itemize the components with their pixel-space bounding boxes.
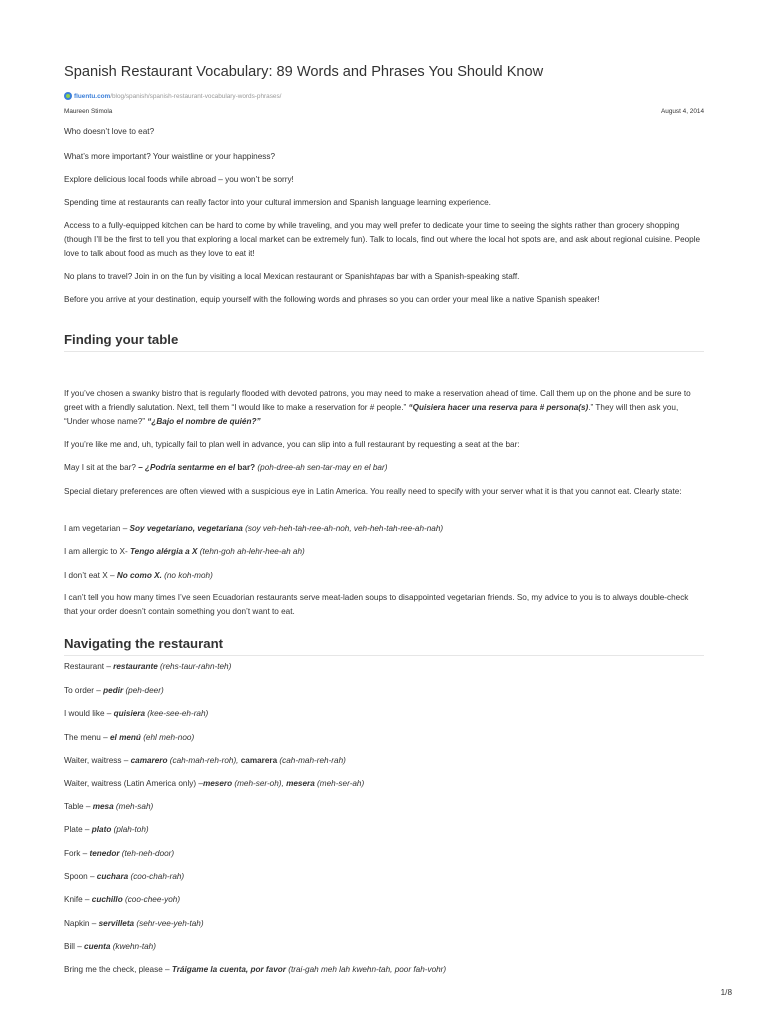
vocab-item: Napkin – servilleta (sehr-vee-yeh-tah): [64, 919, 204, 928]
phrase-sit-at-bar: May I sit at the bar? – ¿Podría sentarme en el bar? (poh-dree-ah sen-tar-may en el bar): [64, 463, 388, 472]
page-title: Spanish Restaurant Vocabulary: 89 Words and Phrases You Should Know: [64, 64, 544, 80]
vocab-item: Plate – plato (plah-toh): [64, 825, 149, 834]
intro-paragraph-2: What’s more important? Your waistline or your happiness?: [64, 152, 276, 161]
vocab-item: Bring me the check, please – Tráigame la cuenta, por favor (trai-gah meh lah kwehn-tah, poor fah-vohr): [64, 965, 447, 974]
section-heading-navigating: Navigating the restaurant: [64, 636, 704, 656]
vocab-item-waiter-latam: Waiter, waitress (Latin America only) –mesero (meh-ser-oh), mesera (meh-ser-ah): [64, 779, 365, 788]
phrase-allergic: I am allergic to X- Tengo alérgia a X (tehn-goh ah-lehr-hee-ah ah): [64, 547, 305, 556]
intro-paragraph-5: Access to a fully-equipped kitchen can be hard to come by while traveling, and you may well prefer to dedicate your time to seeing the sights rather than grocery shopping (though I’ll be the first to tell you that exploring a local market can be extremely fun). Talk to locals, find out where the local hot spots are, and ask about regional cuisine. People love to talk about food as much as they love to eat it!: [64, 221, 701, 258]
finding-paragraph-4: Special dietary preferences are often viewed with a suspicious eye in Latin America. You really need to specify with your server what it is that you cannot eat. Clearly state:: [64, 487, 682, 496]
publish-date: August 4, 2014: [661, 108, 704, 115]
vocab-item: To order – pedir (peh-deer): [64, 686, 164, 695]
vocab-item: Restaurant – restaurante (rehs-taur-rahn-teh): [64, 662, 232, 671]
author: Maureen Stimola: [64, 108, 113, 115]
url-path: /blog/spanish/spanish-restaurant-vocabulary-words-phrases/: [110, 92, 282, 100]
finding-paragraph-1: If you’ve chosen a swanky bistro that is regularly flooded with devoted patrons, you may need to make a reservation ahead of time. Call them up on the phone and be sure to greet with a friendly salutation. Next, tell them “I would like to make a reservation for # people.” “Quisiera hacer una reserva para # persona(s).” They will then ask you, “Under whose name?” “¿Bajo el nombre de quién?”: [64, 389, 691, 426]
vocab-item: I would like – quisiera (kee-see-eh-rah): [64, 709, 209, 718]
phrase-dont-eat: I don’t eat X – No como X. (no koh-moh): [64, 571, 213, 580]
intro-paragraph-7: Before you arrive at your destination, equip yourself with the following words and phrases so you can order your meal like a native Spanish speaker!: [64, 295, 600, 304]
article-meta: [64, 108, 704, 115]
vocab-item: Bill – cuenta (kwehn-tah): [64, 942, 156, 951]
intro-paragraph-4: Spending time at restaurants can really factor into your cultural immersion and Spanish language learning experience.: [64, 198, 491, 207]
intro-paragraph-6: No plans to travel? Join in on the fun by visiting a local Mexican restaurant or Spanishtapas bar with a Spanish-speaking staff.: [64, 272, 520, 281]
intro-paragraph-3: Explore delicious local foods while abroad – you won’t be sorry!: [64, 175, 294, 184]
section-heading-finding: Finding your table: [64, 332, 704, 352]
vocab-item-waiter: Waiter, waitress – camarero (cah-mah-reh-roh), camarera (cah-mah-reh-rah): [64, 756, 346, 765]
intro-paragraph-1: Who doesn’t love to eat?: [64, 127, 155, 136]
phrase-vegetarian: I am vegetarian – Soy vegetariano, vegetariana (soy veh-heh-tah-ree-ah-noh, veh-heh-tah-ree-ah-nah): [64, 524, 444, 533]
finding-paragraph-2: If you’re like me and, uh, typically fail to plan well in advance, you can slip into a full restaurant by requesting a seat at the bar:: [64, 440, 520, 449]
vocab-item: Knife – cuchillo (coo-chee-yoh): [64, 895, 181, 904]
url-domain: fluentu.com: [74, 92, 111, 100]
source-url[interactable]: [64, 92, 281, 100]
vocab-item: Fork – tenedor (teh-neh-door): [64, 849, 175, 858]
vocab-item: Spoon – cuchara (coo-chah-rah): [64, 872, 185, 881]
finding-paragraph-8: I can’t tell you how many times I’ve seen Ecuadorian restaurants serve meat-laden soups to disappointed vegetarian friends. So, my advice to you is to always double-check that your order doesn’t contain something you don’t want to eat.: [64, 593, 689, 616]
vocab-item: The menu – el menú (ehl meh-noo): [64, 733, 195, 742]
page-number: 1/8: [720, 988, 732, 997]
fluentu-logo-icon: [64, 92, 72, 100]
vocab-item: Table – mesa (meh-sah): [64, 802, 154, 811]
